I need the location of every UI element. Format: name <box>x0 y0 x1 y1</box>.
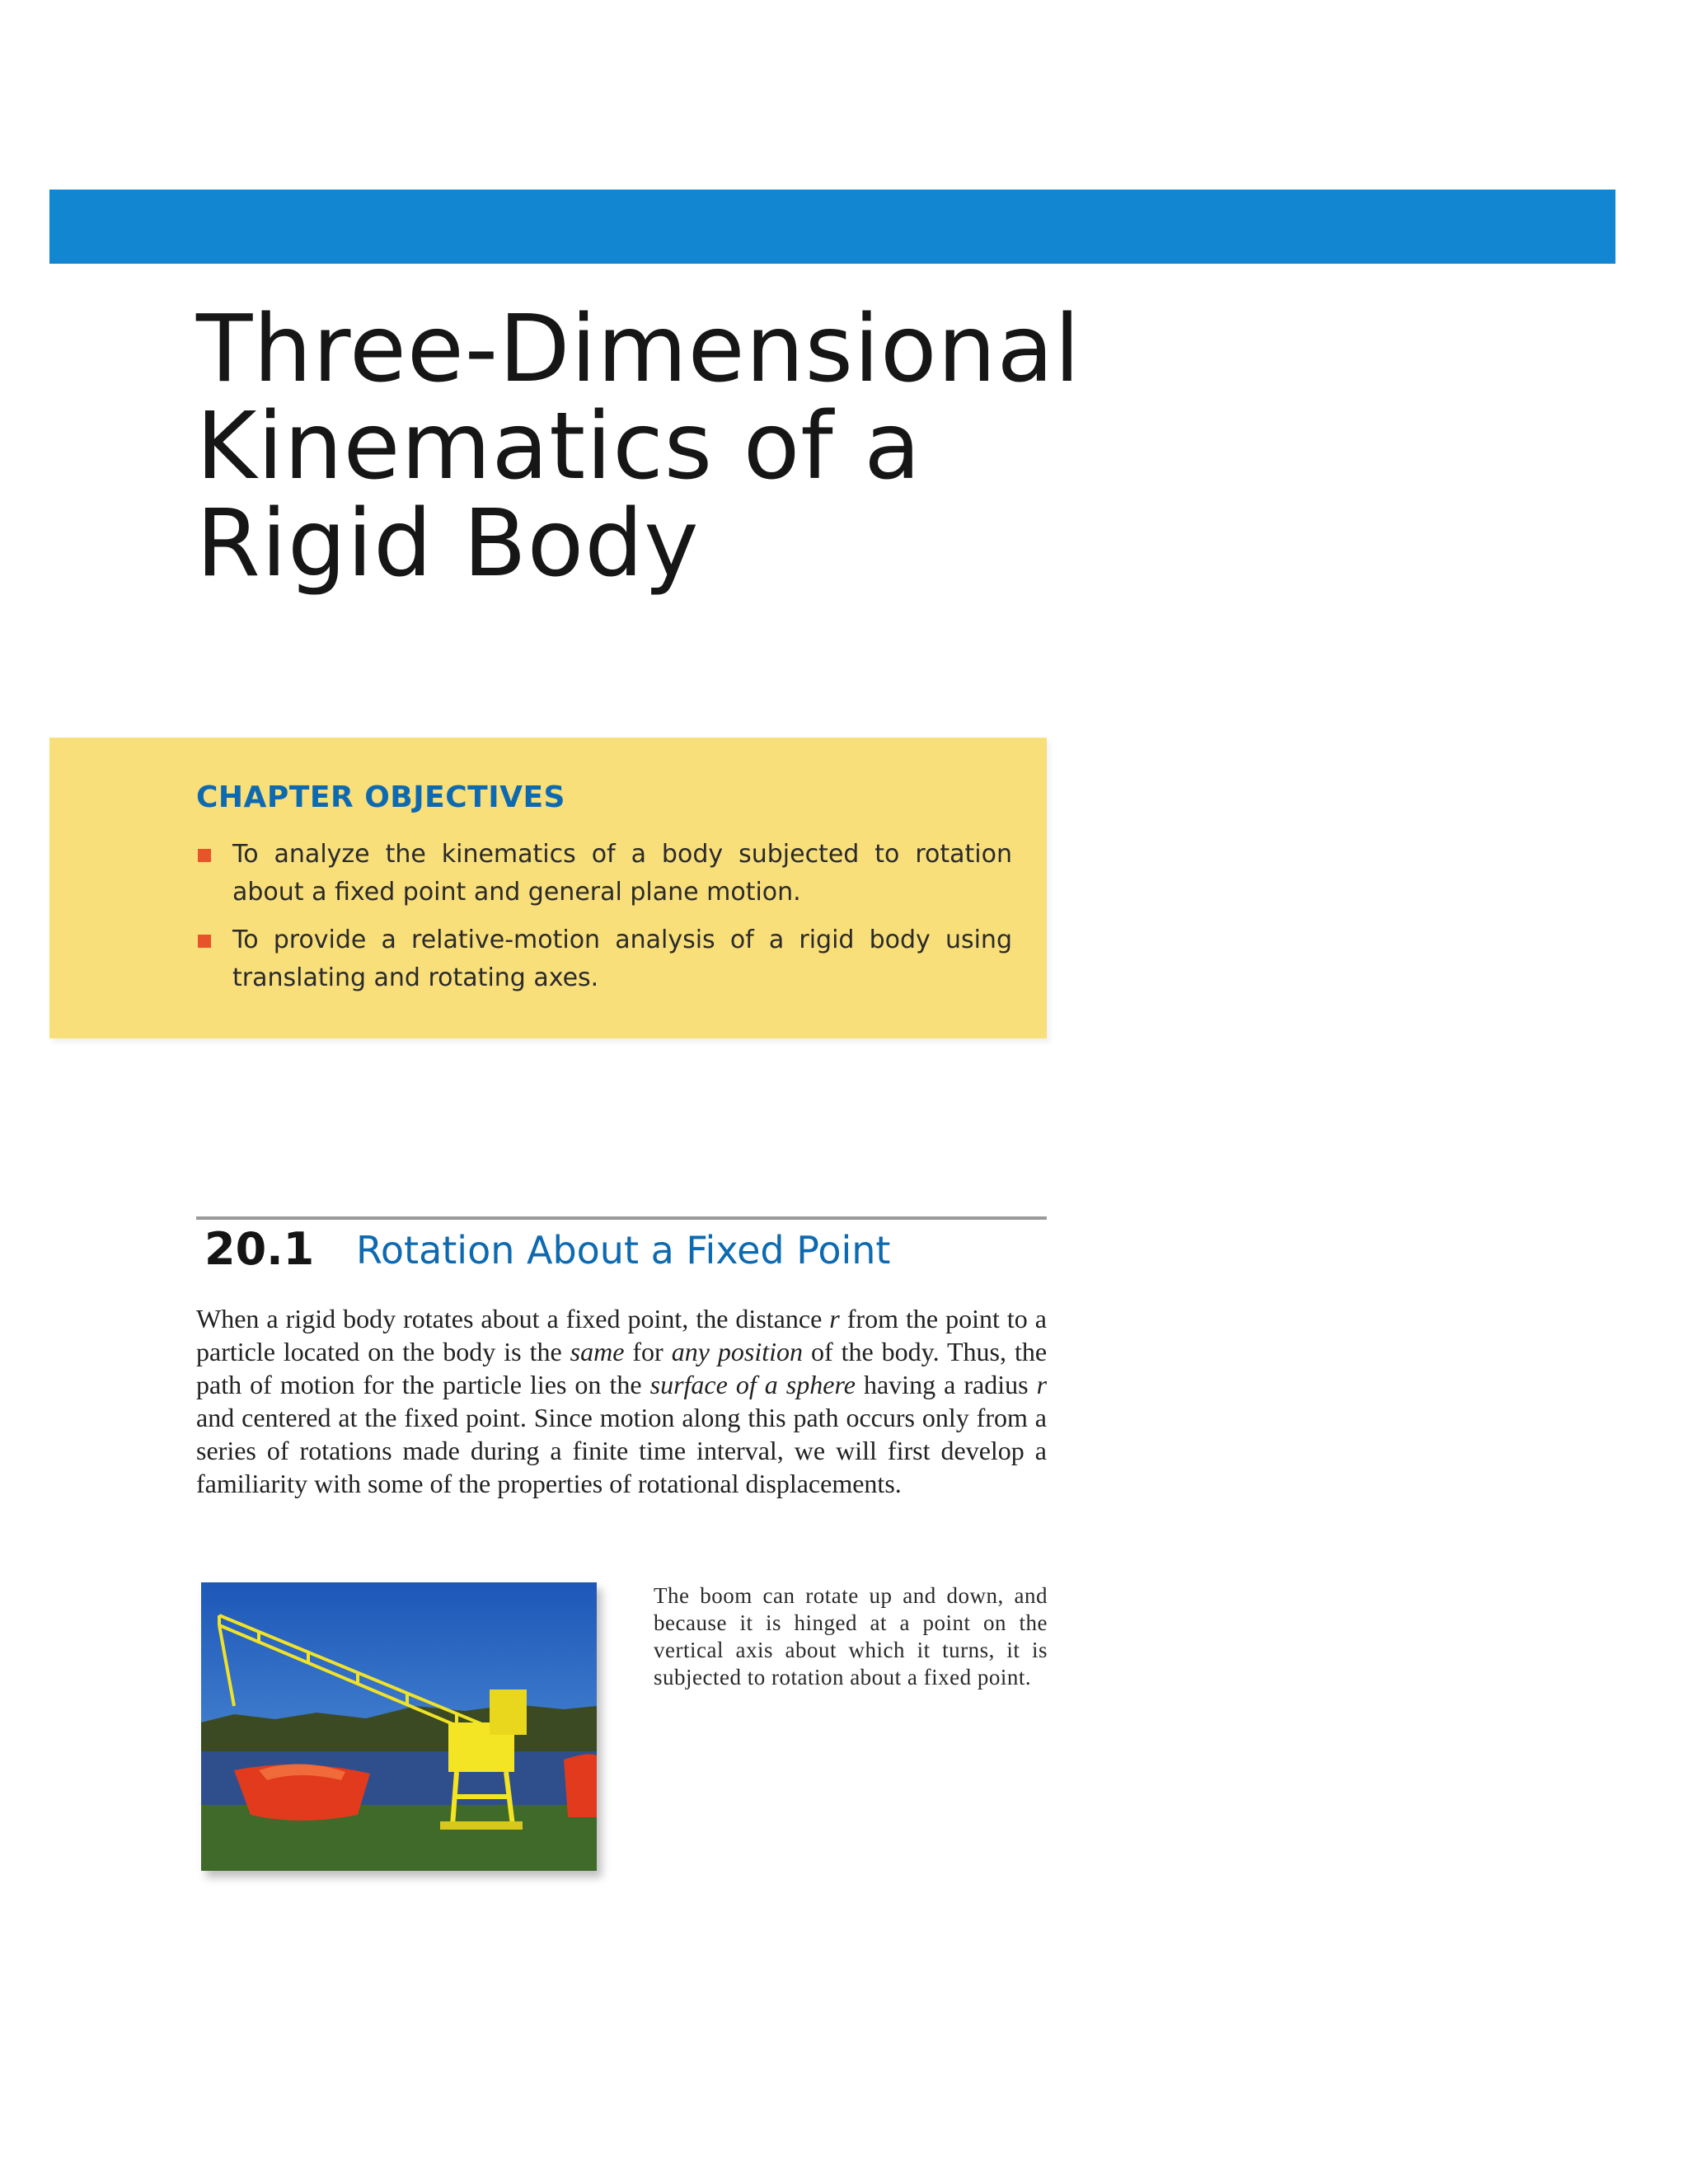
square-bullet-icon <box>198 935 211 948</box>
crane-boat-illustration <box>201 1582 597 1871</box>
objectives-list <box>196 836 1012 997</box>
section-title: Rotation About a Fixed Point <box>356 1228 891 1272</box>
square-bullet-icon <box>198 849 211 862</box>
section-body-paragraph: When a rigid body rotates about a fixed point, the distance r from the point to a particle located on the body is the same for any position of the body. Thus, the path of motion for the particle lies on the surface of a sphere having a radius r and centered at the fixed point. Since motion along this path occurs only from a series of rotations made during a finite time interval, we will first develop a familiarity with some of the properties of rotational displacements. <box>196 1304 1048 1498</box>
crane-photo <box>201 1582 597 1871</box>
section-divider <box>196 1216 1047 1220</box>
objective-item <box>196 921 1012 997</box>
objective-text: To provide a relative-motion analysis of a rigid body using translating and rotating axes. <box>232 926 1012 992</box>
chapter-title <box>196 296 1103 598</box>
chapter-title-line: Kinematics of a <box>196 393 921 500</box>
objective-text: To analyze the kinematics of a body subjected to rotation about a fixed point and general plane motion. <box>232 840 1012 907</box>
objective-item <box>196 836 1012 912</box>
figure-caption: The boom can rotate up and down, and because it is hinged at a point on the vertical axis about which it turns, it is subjected to rotation about a fixed point. <box>654 1583 1048 1690</box>
objectives-heading: CHAPTER OBJECTIVES <box>196 780 565 814</box>
section-number: 20.1 <box>204 1223 315 1275</box>
chapter-title-line: Three-Dimensional <box>196 296 1081 403</box>
chapter-color-bar <box>49 190 1615 264</box>
chapter-title-line: Rigid Body <box>196 490 700 598</box>
chapter-objectives-box <box>49 738 1047 1038</box>
